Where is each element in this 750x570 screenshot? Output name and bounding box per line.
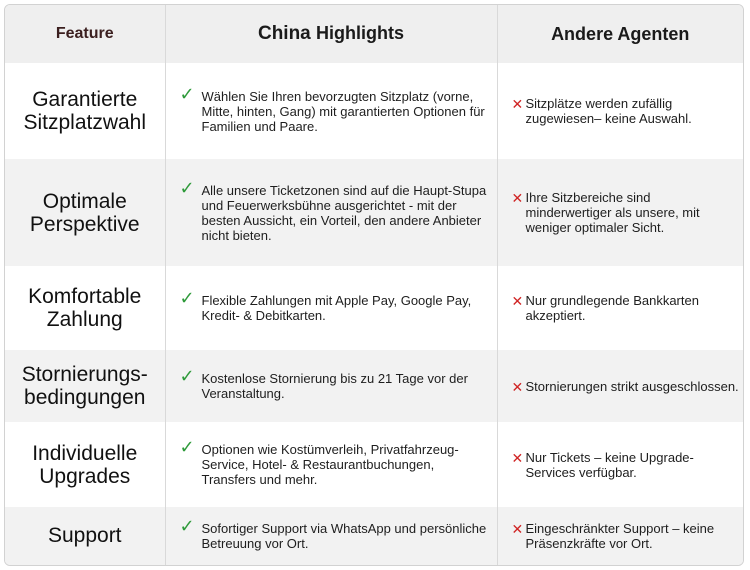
china-cell xyxy=(165,507,497,565)
china-cell xyxy=(165,422,497,506)
other-cell xyxy=(497,507,743,565)
other-cell xyxy=(497,266,743,350)
feature-name: Support xyxy=(5,507,165,565)
china-text: Sofortiger Support via WhatsApp und persönliche Betreuung vor Ort. xyxy=(201,520,487,551)
header-other-agents: Andere Agenten xyxy=(551,23,690,44)
table-row xyxy=(5,507,743,565)
other-text: Stornierungen strikt ausgeschlossen. xyxy=(525,378,739,394)
china-text: Kostenlose Stornierung bis zu 21 Tage vor der Veranstaltung. xyxy=(201,371,468,402)
china-cell xyxy=(165,63,497,159)
china-cell xyxy=(165,159,497,265)
china-text: Wählen Sie Ihren bevorzugten Sitzplatz (vorne, Mitte, hinten, Gang) mit garantierten Optionen für Familien und Paare. xyxy=(201,88,485,134)
brand-name-bold: China xyxy=(257,23,311,44)
other-text: Ihre Sitzbereiche sind minderwertiger als unsere, mit weniger optimaler Sicht. xyxy=(525,190,700,236)
china-text: Optionen wie Kostümverleih, Privatfahrzeug-Service, Hotel- & Restaurantbuchungen, Transfers und mehr. xyxy=(201,442,459,488)
table-row xyxy=(5,63,743,159)
feature-name: Stornierungs-bedingungen xyxy=(5,350,165,422)
other-text: Eingeschränkter Support – keine Präsenzkräfte vor Ort. xyxy=(525,520,715,551)
feature-name: Individuelle Upgrades xyxy=(5,422,165,506)
checkmark-icon: ✓ xyxy=(179,177,195,198)
table-row xyxy=(5,350,743,422)
checkmark-icon: ✓ xyxy=(179,366,195,387)
cross-icon: ✕ xyxy=(511,520,524,537)
checkmark-icon: ✓ xyxy=(179,515,195,536)
cross-icon: ✕ xyxy=(511,96,524,113)
other-cell xyxy=(497,63,743,159)
table-row xyxy=(5,159,743,265)
feature-name: Garantierte Sitzplatzwahl xyxy=(5,63,165,159)
header-feature: Feature xyxy=(5,5,165,63)
other-text: Nur Tickets – keine Upgrade-Services verfügbar. xyxy=(525,449,694,480)
china-text: Flexible Zahlungen mit Apple Pay, Google Pay, Kredit- & Debitkarten. xyxy=(201,292,472,323)
table-row xyxy=(5,422,743,506)
table-row xyxy=(5,266,743,350)
cross-icon: ✕ xyxy=(511,292,524,309)
china-text: Alle unsere Ticketzonen sind auf die Haupt-Stupa und Feuerwerksbühne ausgerichtet - mit der besten Aussicht, ein Vorteil, den andere Anbieter nicht bieten. xyxy=(201,182,487,243)
header-china-highlights xyxy=(165,5,497,63)
other-cell xyxy=(497,350,743,422)
other-cell xyxy=(497,422,743,506)
cross-icon: ✕ xyxy=(511,378,524,395)
feature-name: Komfortable Zahlung xyxy=(5,266,165,350)
checkmark-icon: ✓ xyxy=(179,83,195,104)
table-header-row xyxy=(5,5,743,63)
checkmark-icon: ✓ xyxy=(179,287,195,308)
other-cell xyxy=(497,159,743,265)
comparison-table-container xyxy=(4,4,744,566)
checkmark-icon: ✓ xyxy=(179,437,195,458)
cross-icon: ✕ xyxy=(511,449,524,466)
cross-icon: ✕ xyxy=(511,190,524,207)
other-text: Sitzplätze werden zufällig zugewiesen– keine Auswahl. xyxy=(525,96,692,127)
china-cell xyxy=(165,266,497,350)
other-text: Nur grundlegende Bankkarten akzeptiert. xyxy=(525,292,699,323)
china-cell xyxy=(165,350,497,422)
feature-name: Optimale Perspektive xyxy=(5,159,165,265)
brand-name-rest: Highlights xyxy=(316,23,405,43)
comparison-table xyxy=(5,5,743,565)
